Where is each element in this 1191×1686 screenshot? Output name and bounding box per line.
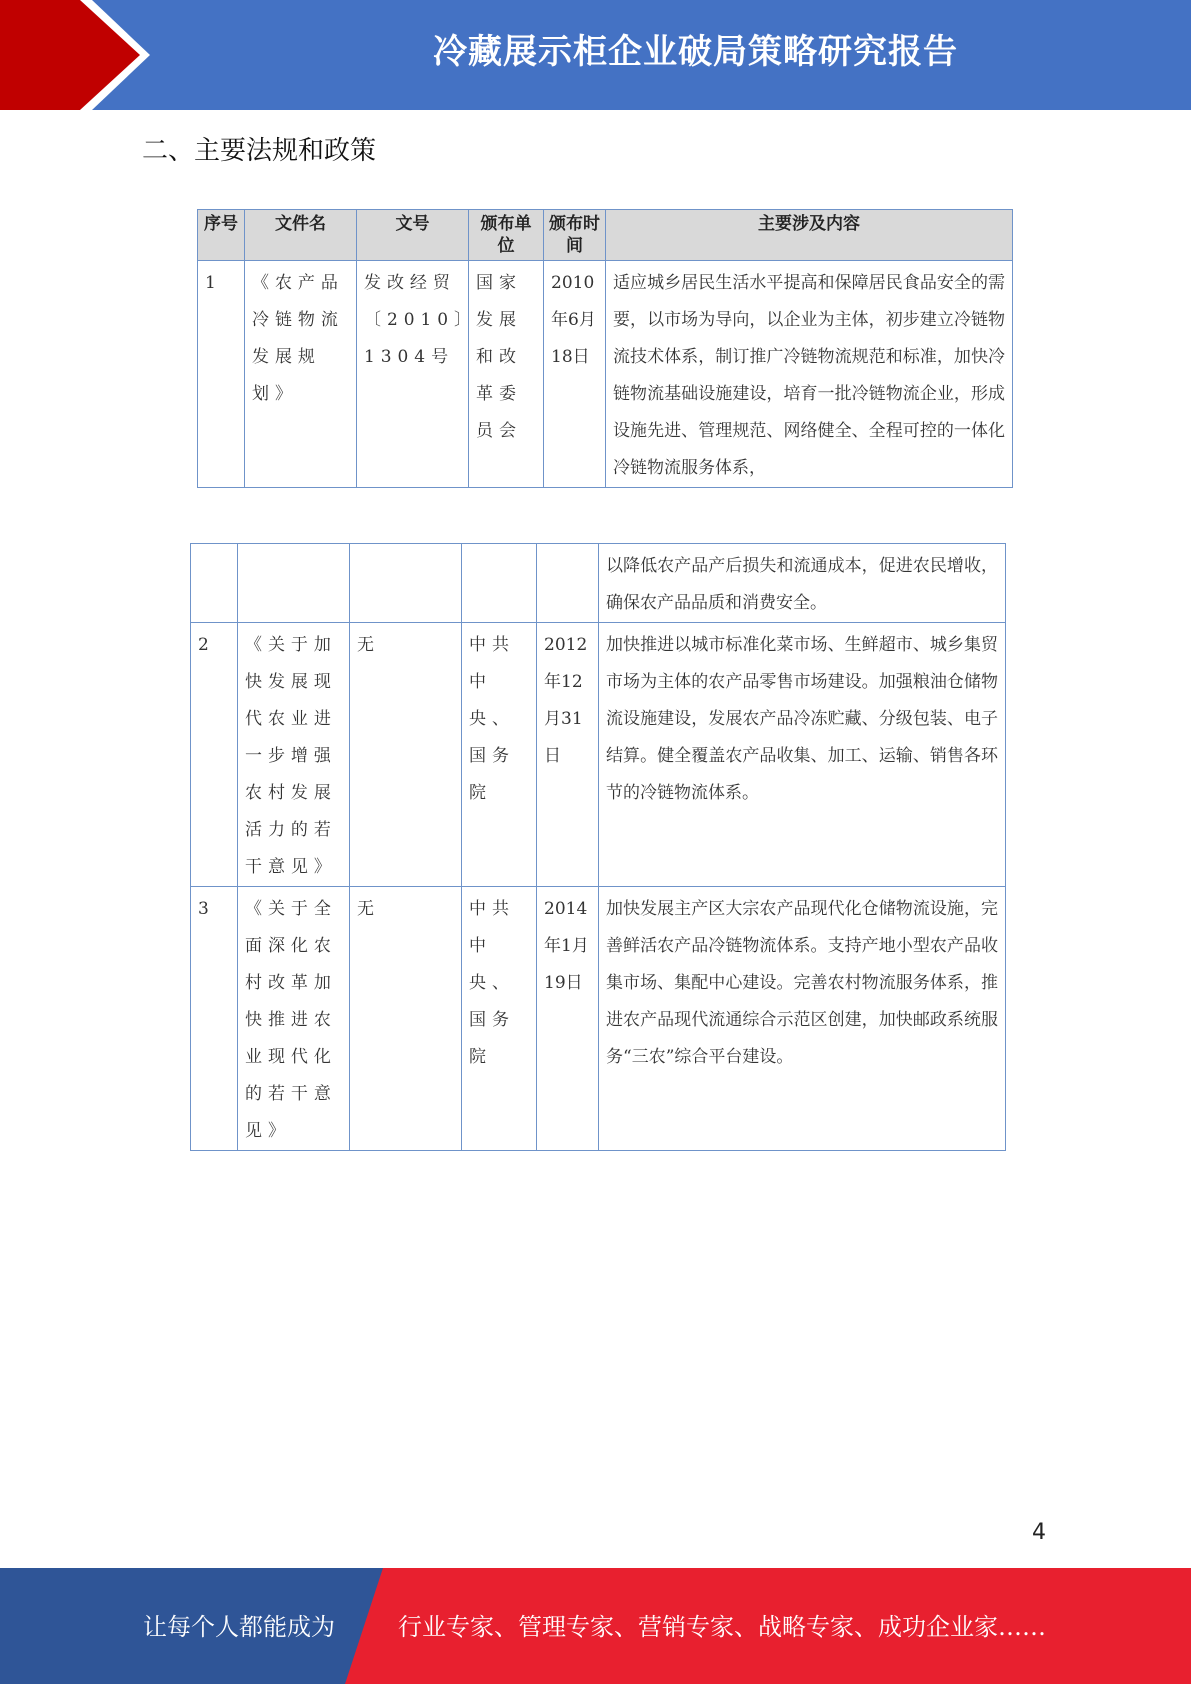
row-content: 加快推进以城市标准化菜市场、生鲜超市、城乡集贸市场为主体的农产品零售市场建设。加强粮油仓储物流设施建设，发展农产品冷冻贮藏、分级包装、电子结算。健全覆盖农产品收集、加工、运输、销售各环节的冷链物流体系。 (599, 623, 1006, 887)
empty-cell (462, 544, 537, 623)
empty-cell (350, 544, 462, 623)
row-name: 《关于加快发展现代农业进一步增强农村发展活力的若干意见》 (238, 623, 350, 887)
table-row (191, 623, 1006, 887)
chevron-icon (0, 0, 140, 110)
header-issuer: 颁布单位 (469, 210, 544, 261)
footer-roles: 行业专家、管理专家、营销专家、战略专家、成功企业家…… (398, 1613, 1046, 1641)
footer-banner (0, 1568, 1191, 1684)
header-date: 颁布时间 (544, 210, 606, 261)
table-header-row (198, 210, 1013, 261)
empty-cell (537, 544, 599, 623)
row-no: 1 (198, 261, 245, 488)
regulations-table-part1 (197, 209, 1013, 488)
header-doc-no: 文号 (357, 210, 469, 261)
row-date: 2010年6月18日 (544, 261, 606, 488)
row-date: 2012年12月31日 (537, 623, 599, 887)
regulations-table-part2 (190, 543, 1006, 1151)
footer-tagline: 让每个人都能成为 (143, 1613, 335, 1641)
row-no: 3 (191, 887, 238, 1151)
row-content-continued: 以降低农产品产后损失和流通成本，促进农民增收，确保农产品品质和消费安全。 (599, 544, 1006, 623)
header-name: 文件名 (245, 210, 357, 261)
header-banner (0, 0, 1191, 110)
table-row (191, 887, 1006, 1151)
section-title: 二、主要法规和政策 (142, 136, 377, 166)
row-doc-no: 无 (350, 887, 462, 1151)
row-date: 2014年1月19日 (537, 887, 599, 1151)
row-doc-no: 无 (350, 623, 462, 887)
row-name: 《农产品冷链物流发展规划》 (245, 261, 357, 488)
row-issuer: 中共中央、国务院 (462, 887, 537, 1151)
table-row-continued (191, 544, 1006, 623)
empty-cell (191, 544, 238, 623)
table-row (198, 261, 1013, 488)
row-name: 《关于全面深化农村改革加快推进农业现代化的若干意见》 (238, 887, 350, 1151)
header-content: 主要涉及内容 (606, 210, 1013, 261)
header-no: 序号 (198, 210, 245, 261)
row-content: 适应城乡居民生活水平提高和保障居民食品安全的需要，以市场为导向，以企业为主体，初步建立冷链物流技术体系，制订推广冷链物流规范和标准，加快冷链物流基础设施建设，培育一批冷链物流企业，形成设施先进、管理规范、网络健全、全程可控的一体化冷链物流服务体系， (606, 261, 1013, 488)
row-issuer: 国家发展和改革委员会 (469, 261, 544, 488)
document-title: 冷藏展示柜企业破局策略研究报告 (433, 32, 958, 72)
row-no: 2 (191, 623, 238, 887)
row-issuer: 中共中央、国务院 (462, 623, 537, 887)
row-content: 加快发展主产区大宗农产品现代化仓储物流设施，完善鲜活农产品冷链物流体系。支持产地小型农产品收集市场、集配中心建设。完善农村物流服务体系，推进农产品现代流通综合示范区创建，加快邮政系统服务“三农”综合平台建设。 (599, 887, 1006, 1151)
page-number: 4 (1032, 1520, 1046, 1545)
empty-cell (238, 544, 350, 623)
row-doc-no: 发改经贸〔2010〕1304号 (357, 261, 469, 488)
